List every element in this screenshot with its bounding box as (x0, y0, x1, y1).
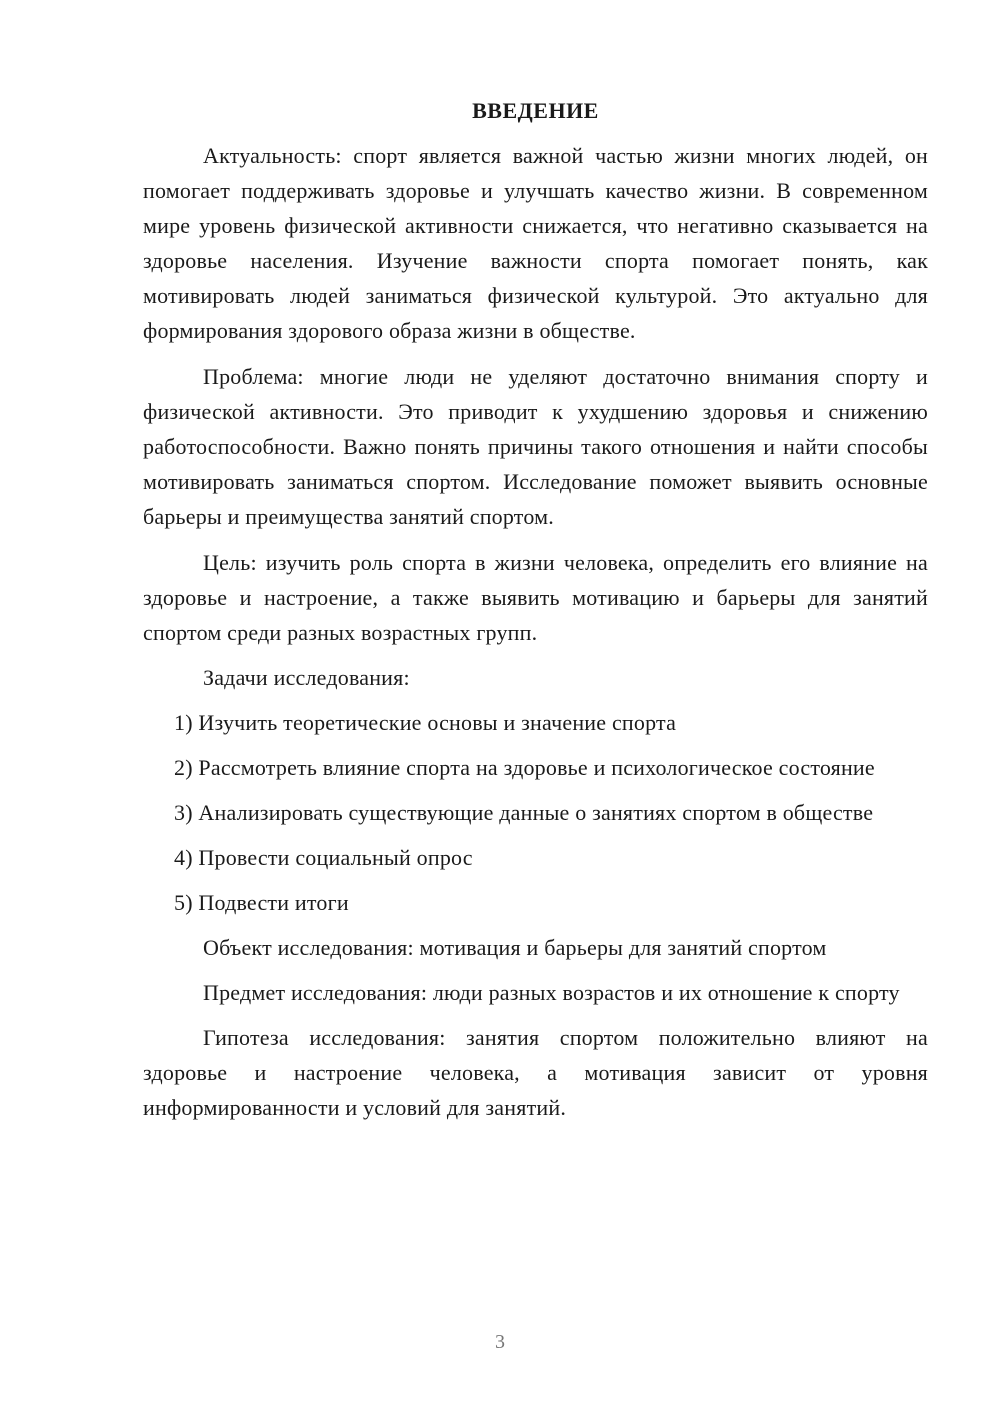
page-title: ВВЕДЕНИЕ (472, 98, 599, 123)
tasks-title: Задачи исследования: (203, 665, 410, 690)
task-item-5: 5) Подвести итоги (174, 890, 349, 915)
relevance-paragraph: Актуальность: спорт является важной частью жизни многих людей, он помогает поддерживать здоровье и улучшать качество жизни. В современном мире уровень физической активности снижается, что негативно сказывается на здоровье населения. Изучение важности спорта помогает понять, как мотивировать людей заниматься физической культурой. Это актуально для формирования здорового образа жизни в обществе. (143, 143, 928, 343)
task-item-3: 3) Анализировать существующие данные о занятиях спортом в обществе (174, 800, 874, 825)
task-item-4: 4) Провести социальный опрос (174, 845, 473, 870)
page-number: 3 (495, 1331, 505, 1353)
hypothesis-paragraph: Гипотеза исследования: занятия спортом положительно влияют на здоровье и настроение человека, а мотивация зависит от уровня информированности и условий для занятий. (143, 1025, 928, 1120)
task-item-2: 2) Рассмотреть влияние спорта на здоровье и психологическое состояние (174, 755, 875, 780)
page-content (143, 93, 928, 1125)
goal-paragraph: Цель: изучить роль спорта в жизни человека, определить его влияние на здоровье и настроение, а также выявить мотивацию и барьеры для занятий спортом среди разных возрастных групп. (143, 550, 928, 645)
problem-paragraph: Проблема: многие люди не уделяют достаточно внимания спорту и физической активности. Это приводит к ухудшению здоровья и снижению работоспособности. Важно понять причины такого отношения и найти способы мотивировать заниматься спортом. Исследование поможет выявить основные барьеры и преимущества занятий спортом. (143, 364, 928, 529)
subject-paragraph: Предмет исследования: люди разных возрастов и их отношение к спорту (203, 980, 900, 1005)
task-item-1: 1) Изучить теоретические основы и значение спорта (174, 710, 677, 735)
object-paragraph: Объект исследования: мотивация и барьеры для занятий спортом (203, 935, 827, 960)
